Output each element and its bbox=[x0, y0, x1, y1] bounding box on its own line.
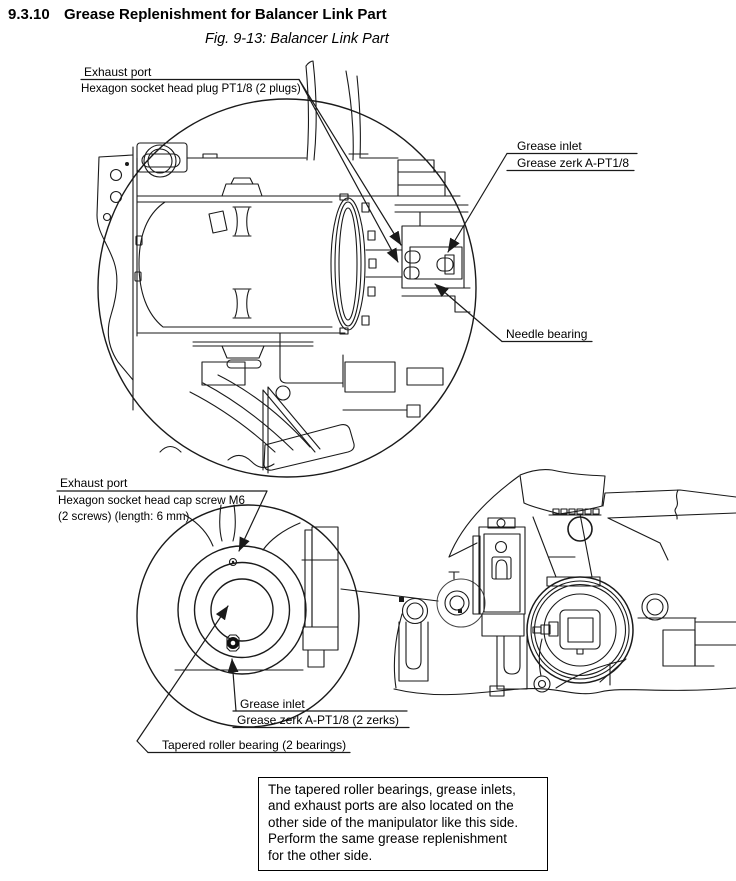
arrow-to-grease-zerk bbox=[448, 154, 507, 253]
bearing-ring bbox=[178, 546, 306, 674]
arm-fin bbox=[306, 61, 316, 160]
arrow-to-exhaust-plug-2 bbox=[299, 80, 398, 263]
section-title: Grease Replenishment for Balancer Link Part bbox=[64, 6, 387, 23]
detail-connector-line bbox=[341, 589, 438, 601]
exhaust-plug bbox=[404, 267, 419, 279]
label-tapered-roller-bearing: Tapered roller bearing (2 bearings) bbox=[162, 738, 347, 752]
label-exhaust-port-bottom-detail2: (2 screws) (length: 6 mm) bbox=[58, 510, 190, 523]
note-line: Perform the same grease replenishment bbox=[268, 831, 507, 847]
support-tower bbox=[473, 518, 527, 696]
label-exhaust-port-bottom-detail: Hexagon socket head cap screw M6 bbox=[58, 494, 245, 507]
label-grease-zerk-top: Grease zerk A-PT1/8 bbox=[517, 156, 630, 170]
note-line: The tapered roller bearings, grease inlets, bbox=[268, 782, 516, 797]
label-exhaust-port-bottom: Exhaust port bbox=[60, 476, 128, 490]
label-exhaust-port-top-detail: Hexagon socket head plug PT1/8 (2 plugs) bbox=[81, 82, 301, 95]
top-detail-drawing bbox=[97, 61, 476, 477]
label-exhaust-port-top: Exhaust port bbox=[84, 65, 152, 79]
bearing-detail-drawing bbox=[137, 505, 438, 727]
note-line: other side of the manipulator like this side. bbox=[268, 814, 519, 830]
figure-caption: Fig. 9-13: Balancer Link Part bbox=[205, 31, 389, 47]
arrow-to-tapered-bearing bbox=[137, 606, 228, 753]
top-view-leaders bbox=[81, 80, 637, 342]
exhaust-plug bbox=[405, 251, 420, 263]
bearing-ring bbox=[211, 579, 273, 641]
balancer-cylinder bbox=[139, 202, 332, 327]
label-grease-zerk-bottom: Grease zerk A-PT1/8 (2 zerks) bbox=[237, 713, 400, 727]
label-grease-inlet-bottom: Grease inlet bbox=[240, 697, 305, 711]
section-number: 9.3.10 bbox=[8, 6, 50, 23]
note-line: for the other side. bbox=[268, 847, 373, 863]
shaft-block bbox=[366, 160, 470, 312]
note-line: and exhaust ports are also located on the bbox=[268, 798, 514, 814]
bearing-location-detail bbox=[437, 572, 485, 627]
arrow-to-needle-bearing bbox=[435, 284, 502, 342]
side-view-drawing bbox=[394, 470, 736, 696]
arrow-to-exhaust-plug-1 bbox=[299, 80, 401, 246]
label-needle-bearing: Needle bearing bbox=[506, 327, 588, 341]
grease-zerk-side bbox=[533, 622, 558, 692]
cylinder-flange bbox=[331, 194, 376, 334]
note-box bbox=[258, 777, 548, 871]
arrow-to-grease-zerk bbox=[232, 659, 236, 711]
label-grease-inlet-top: Grease inlet bbox=[517, 139, 582, 153]
detail-circle-boundary bbox=[137, 505, 359, 727]
bearing-ring bbox=[195, 563, 290, 658]
